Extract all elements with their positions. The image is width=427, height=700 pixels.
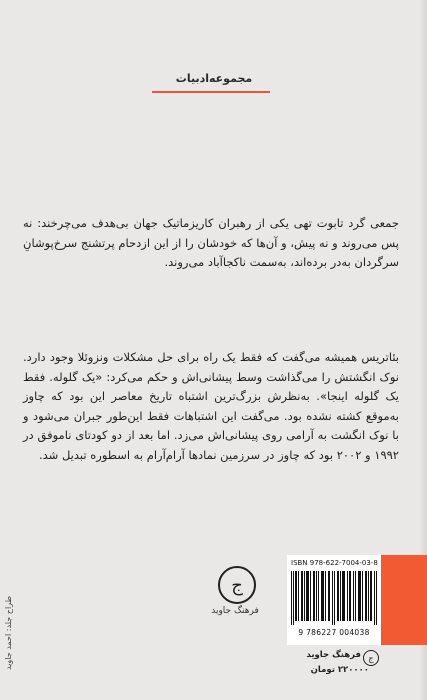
blurb-paragraph-1: جمعی گرد تابوت تهی یکی از رهبران کاریزماتیک جهان بی‌هدف می‌چرخند: نه پس می‌روند و نه پیش، و آن‌ها که خودشان را از این ازدحام پرتشنج سرخ‌پوشانِ سرگردان به‌در برده‌اند، به‌سمت ناکجاآباد می‌روند. — [23, 216, 399, 269]
blurb-paragraph-2: بئاتریس همیشه می‌گفت که فقط یک راه برای حل مشکلات ونزوئلا وجود دارد. نوک انگشتش را می‌گذاشت وسط پیشانی‌اش و حکم می‌کرد: «یک گلوله. فقط یک گلوله اینجا». به‌نظرش بزرگ‌ترین اشتباه تاریخ معاصر این بود که چاوز به‌موقع کشته نشده بود. می‌گفت این اشتباهات فقط این‌طور جبران می‌شود و با نوک انگشت به آرامی روی پیشانی‌اش می‌زد. اما بعد از دو کودتای ناموفق در ۱۹۹۲ و ۲۰۰۲ بود که چاوز در سرزمین نمادها آرام‌آرام به اسطوره تبدیل شد. — [23, 350, 399, 462]
price-area — [299, 646, 379, 680]
price-publisher-name: فرهنگ جاوید — [306, 650, 361, 660]
barcode-panel — [287, 555, 381, 645]
series-label: مجموعه‌ادبیات — [175, 72, 253, 85]
javid-logo-icon: ج — [218, 566, 256, 604]
barcode-number: 9 786227 004038 — [298, 628, 370, 637]
javid-small-logo-icon: ج — [363, 650, 379, 666]
publisher-name: فرهنگ جاوید — [211, 606, 259, 616]
series-underline — [152, 91, 270, 93]
price-label: ۲۲۰۰۰۰ تومان — [310, 665, 369, 675]
cover-designer-credit: طراح جلد: احمد جاوید — [4, 596, 13, 670]
accent-block — [381, 555, 427, 645]
isbn-label: ISBN 978-622-7004-03-8 — [291, 559, 378, 567]
barcode-icon — [291, 571, 377, 625]
